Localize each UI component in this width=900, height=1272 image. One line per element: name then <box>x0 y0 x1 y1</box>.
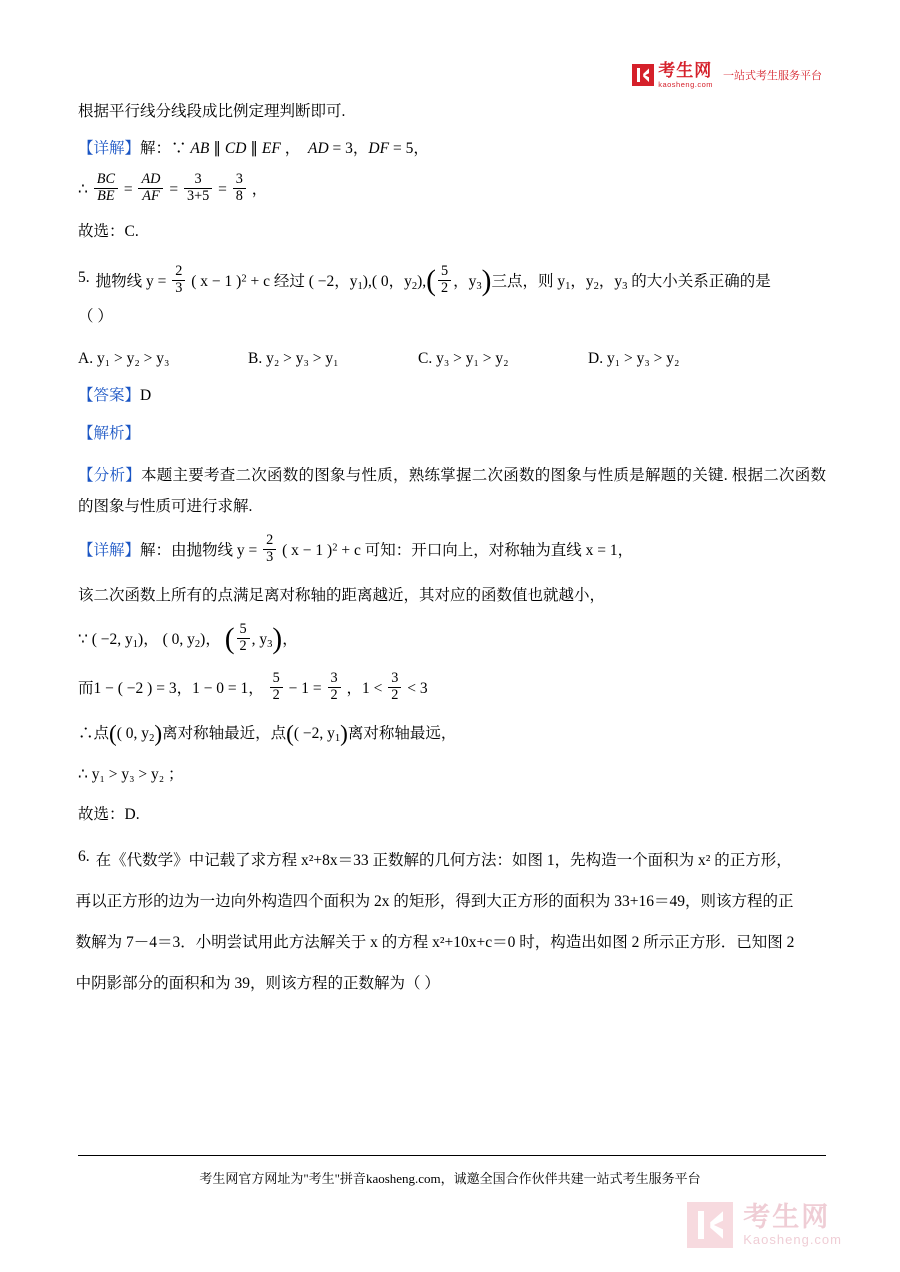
q5-option-d-text: y₁ > y₃ > y₂ <box>606 349 680 367</box>
watermark-text <box>743 1203 842 1248</box>
q6-line-4: 中阴影部分的面积和为 39，则该方程的正数解为（ ） <box>75 975 440 993</box>
footer-text-cn-1: 考生网官方网址为"考生"拼音 <box>199 1171 366 1186</box>
q6-number: 6. <box>78 848 90 866</box>
q5-option-a[interactable] <box>78 347 248 371</box>
q5-option-d-label: D. <box>588 349 604 367</box>
analysis-tag: 【分析】 <box>78 466 141 484</box>
q4-detail-line <box>78 137 826 161</box>
logo-slogan: 一站式考生服务平台 <box>723 70 822 83</box>
q4-therefore: ∴ <box>78 181 88 199</box>
q4-equals-1: = <box>123 181 133 199</box>
q5-points-tail: ， <box>282 630 298 648</box>
q5-answer-line <box>78 384 826 408</box>
q5-stem: 抛物线 y = $\frac{2}{3}$ ( x − 1 )$^2$ + c 经过 ( −2，$y_1$),( 0，$y_2$),( $\frac{5}{2}$ ，$y_3$)三点，则 $y_1$，$y_2$，$y_3$ 的大小关系正确的是 <box>95 263 771 297</box>
q4-fraction-3-8: $\frac{3}{8}$ <box>233 172 246 205</box>
q5-analysis-paragraph <box>78 460 826 522</box>
q5-option-b-text: y₂ > y₃ > y₁ <box>266 349 339 367</box>
q6-line-1: 在《代数学》中记载了求方程 x²+8x＝33 正数解的几何方法：如图 1，先构造一个面积为 x² 的正方形， <box>95 852 792 870</box>
q5-detail-line <box>78 532 826 568</box>
q5-options <box>78 347 826 371</box>
q5-concl-lead: ∴点 <box>78 724 110 742</box>
q6-line-2: 再以正方形的边为一边向外构造四个面积为 2x 的矩形，得到大正方形的面积为 33+16＝49，则该方程的正 <box>75 893 794 911</box>
q5-result-line: ∴ y₁ > y₃ > y₂ ； <box>78 766 184 784</box>
q4-ratio-line <box>78 171 826 207</box>
detail-prefix: 解： <box>140 140 172 158</box>
q4-fraction-3-3plus5: $\frac{3}{3+5}$ <box>184 172 212 205</box>
q5-explain-line <box>78 422 826 446</box>
q5-detail-after: ( x − 1 )$^2$ <box>282 542 338 560</box>
q5-concl-tail: 离对称轴最远， <box>347 724 457 742</box>
q5-option-c-text: y₃ > y₁ > y₂ <box>436 349 509 367</box>
q5-answer-value: D <box>140 386 152 404</box>
q5-option-b[interactable] <box>248 347 418 371</box>
question-6 <box>75 845 826 1009</box>
q5-conclusion-line <box>78 722 826 747</box>
q4-given: ∵ AB ∥ CD ∥ EF ， AD = 3，DF = 5， <box>171 140 429 158</box>
q5-option-a-label: A. <box>78 349 94 367</box>
q5-calc-2: − 1 = <box>288 679 322 697</box>
footer-note <box>0 1168 900 1187</box>
footer-text-en: kaosheng.com， <box>365 1171 454 1186</box>
q5-calc-fraction-1: $\frac{5}{2}$ <box>270 671 283 704</box>
q5-analysis-text: 本题主要考查二次函数的图象与性质，熟练掌握二次函数的图象与性质是解题的关键. 根据二次函数的图象与性质可进行求解. <box>78 466 826 515</box>
q5-stem-part-a: 抛物线 y = <box>95 273 167 291</box>
q5-detail-tag: 【详解】 <box>78 542 141 560</box>
q5-concl-mid: 离对称轴最近，点 <box>162 724 287 742</box>
page-watermark <box>687 1202 842 1248</box>
analysis-previous-line: 根据平行线分线段成比例定理判断即可. <box>78 103 346 120</box>
q5-calc-fraction-2: $\frac{3}{2}$ <box>328 671 341 704</box>
q5-stem-part-c: + c 经过 <box>250 273 305 291</box>
q5-points-p1: ( −2, $y_1$)， <box>91 630 159 650</box>
q5-points-line <box>78 621 826 657</box>
q4-equals-3: = <box>218 181 227 199</box>
q5-option-b-label: B. <box>248 349 263 367</box>
explain-tag: 【解析】 <box>78 424 141 442</box>
q5-calc-line <box>78 670 826 706</box>
q5-points-p2: ( 0, $y_2$)， <box>162 630 221 650</box>
q4-fraction-ad-af: $\frac{AD}{AF}$ <box>138 172 163 205</box>
q5-blank-parens: （ ） <box>78 307 113 325</box>
q5-stem-part-e: 的大小关系正确的是 <box>631 273 771 291</box>
logo-text <box>658 62 713 89</box>
q5-points-lead: ∵ <box>78 630 88 648</box>
q5-detail-fraction: $\frac{2}{3}$ <box>263 533 276 566</box>
q5-calc-4: < 3 <box>407 679 428 697</box>
q5-stem-part-d: 三点，则 $y_1$，$y_2$，$y_3$ <box>491 273 628 292</box>
q5-detail-lead: 解：由抛物线 y = <box>140 542 258 560</box>
watermark-k-icon <box>687 1202 733 1248</box>
logo-english-name: kaosheng.com <box>658 80 713 89</box>
logo-chinese-name: 考生网 <box>658 61 713 80</box>
q5-distance-line: 该二次函数上所有的点满足离对称轴的距离越近，其对应的函数值也就越小， <box>78 586 606 604</box>
question-5 <box>78 263 826 299</box>
document-content <box>75 100 826 1009</box>
q6-stem <box>75 845 826 1009</box>
q5-point-3: ( $\frac{5}{2}$ ，$y_3$) <box>426 263 492 297</box>
q5-calc-fraction-3: $\frac{3}{2}$ <box>388 671 401 704</box>
q5-coefficient-fraction: $\frac{2}{3}$ <box>172 264 185 297</box>
q5-calc-lead: 而 <box>78 679 94 697</box>
q5-point-2: ( 0，$y_2$) <box>371 273 423 292</box>
detail-tag: 【详解】 <box>78 140 141 158</box>
q5-calc-1: 1 − ( −2 ) = 3，1 − 0 = 1， <box>93 679 264 697</box>
footer-text-cn-2: 诚邀全国合作伙伴共建一站式考生服务平台 <box>453 1171 701 1186</box>
answer-tag: 【答案】 <box>78 386 141 404</box>
footer-divider <box>78 1155 826 1156</box>
site-logo <box>632 62 822 89</box>
q5-point-1: ( −2，$y_1$) <box>308 273 368 292</box>
q4-fraction-bc-be: $\frac{BC}{BE}$ <box>94 172 118 205</box>
kaosheng-k-icon <box>632 64 654 86</box>
q5-option-c-label: C. <box>418 349 433 367</box>
q6-line-3: 数解为 7－4＝3．小明尝试用此方法解关于 x 的方程 x²+10x+c＝0 时，构造出如图 2 所示正方形．已知图 2 <box>75 934 795 952</box>
watermark-chinese: 考生网 <box>743 1201 831 1232</box>
q5-concl-p1: (( 0, $y_2$) <box>109 720 163 747</box>
q4-comma: ， <box>251 181 268 199</box>
q5-option-a-text: y₁ > y₂ > y₃ <box>96 349 170 367</box>
q5-number: 5. <box>78 268 90 286</box>
q5-stem-part-b: ( x − 1 )$^2$ <box>191 273 247 291</box>
q5-final-line: 故选：D. <box>78 806 140 824</box>
q5-option-d[interactable] <box>588 347 758 371</box>
q4-equals-2: = <box>169 181 179 199</box>
q5-option-c[interactable] <box>418 347 588 371</box>
watermark-english: Kaosheng.com <box>743 1232 842 1248</box>
q5-calc-3: ，1 < <box>346 679 383 697</box>
q5-detail-after2: + c 可知：开口向上，对称轴为直线 x = 1， <box>341 542 634 560</box>
logo-mark <box>632 62 713 89</box>
q5-points-p3: ( $\frac{5}{2}$ , $y_3$) <box>224 621 283 655</box>
q5-concl-p2: (( −2, $y_1$) <box>286 720 348 747</box>
q4-answer-line: 故选：C. <box>78 222 139 240</box>
